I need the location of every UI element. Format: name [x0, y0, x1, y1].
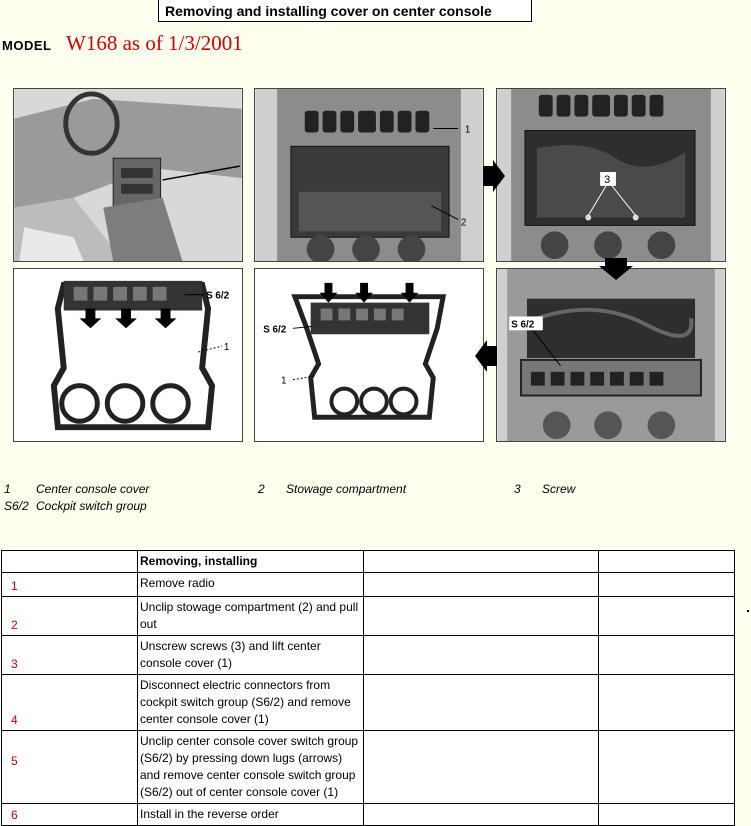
table-cell: [364, 636, 599, 675]
figure-panel-interior: [13, 88, 243, 262]
figure-panel-switchgroup-removal: [254, 268, 484, 442]
procedure-figure: [13, 88, 726, 442]
callout-3: 3: [604, 173, 611, 186]
model-label: MODEL: [2, 38, 52, 53]
procedure-table: [1, 550, 735, 826]
callout-1: 1: [464, 124, 471, 136]
table-row: [2, 731, 735, 804]
figure-panel-screws: [496, 88, 726, 262]
step-number: 2: [2, 597, 138, 636]
legend-item: [514, 482, 575, 496]
table-header-row: [2, 551, 735, 573]
legend-num: 3: [514, 482, 521, 496]
callout-2: 2: [460, 217, 467, 229]
table-cell: [599, 551, 735, 573]
figure-panel-cover-switchgroup: [13, 268, 243, 442]
legend-text: Cockpit switch group: [36, 499, 147, 513]
callout-1: 1: [281, 375, 287, 387]
callout-s62: S 6/2: [263, 324, 287, 336]
step-text: Unscrew screws (3) and lift center console cover (1): [138, 636, 364, 675]
table-cell: [364, 551, 599, 573]
callout-s62: S 6/2: [206, 290, 230, 302]
connectors-drawing: [497, 269, 725, 441]
legend-text: Center console cover: [36, 482, 150, 496]
table-row: [2, 573, 735, 597]
table-cell: [2, 551, 138, 573]
table-cell: [599, 597, 735, 636]
arrow-down-icon: [599, 258, 633, 280]
step-number: 3: [2, 636, 138, 675]
table-row: [2, 597, 735, 636]
arrow-left-icon: [475, 340, 497, 372]
legend-num: 1: [4, 482, 11, 496]
margin-mark: [747, 610, 749, 612]
table-cell: [364, 804, 599, 826]
step-number: 5: [2, 731, 138, 804]
table-row: [2, 636, 735, 675]
model-value: W168 as of 1/3/2001: [66, 31, 243, 55]
step-text: Disconnect electric connectors from cockpit switch group (S6/2) and remove center console cover (1): [138, 675, 364, 731]
table-cell: [599, 636, 735, 675]
cover-switchgroup-drawing: [14, 269, 242, 441]
legend-text: Screw: [542, 482, 576, 496]
callout-s62: S 6/2: [511, 319, 535, 331]
step-text: Install in the reverse order: [138, 804, 364, 826]
table-cell: [364, 731, 599, 804]
step-number: 4: [2, 675, 138, 731]
step-number: 1: [2, 573, 138, 597]
legend-item: [4, 482, 149, 496]
legend-text: Stowage compartment: [286, 482, 407, 496]
document-title: Removing and installing cover on center console: [158, 0, 532, 22]
table-row: [2, 675, 735, 731]
stowage-drawing: [255, 89, 483, 261]
step-text: Unclip stowage compartment (2) and pull out: [138, 597, 364, 636]
switchgroup-removal-drawing: [255, 269, 483, 441]
legend-item: [4, 499, 147, 513]
callout-1: 1: [223, 342, 230, 354]
interior-drawing: [14, 89, 242, 261]
table-cell: [599, 675, 735, 731]
table-cell: [599, 804, 735, 826]
table-cell: [364, 573, 599, 597]
arrow-right-icon: [483, 160, 505, 192]
table-cell: [599, 573, 735, 597]
legend-num: 2: [258, 482, 265, 496]
legend-num: S6/2: [4, 499, 29, 513]
table-cell: [364, 675, 599, 731]
step-text: Unclip center console cover switch group (S6/2) by pressing down lugs (arrows) and remove center console switch group (S6/2) out of center console cover (1): [138, 731, 364, 804]
figure-panel-connectors: [496, 268, 726, 442]
screws-drawing: [497, 89, 725, 261]
table-header: Removing, installing: [138, 551, 364, 573]
step-text: Remove radio: [138, 573, 364, 597]
step-number: 6: [2, 804, 138, 826]
table-row: [2, 804, 735, 826]
table-cell: [364, 597, 599, 636]
figure-panel-stowage: [254, 88, 484, 262]
legend-item: [258, 482, 406, 496]
table-cell: [599, 731, 735, 804]
